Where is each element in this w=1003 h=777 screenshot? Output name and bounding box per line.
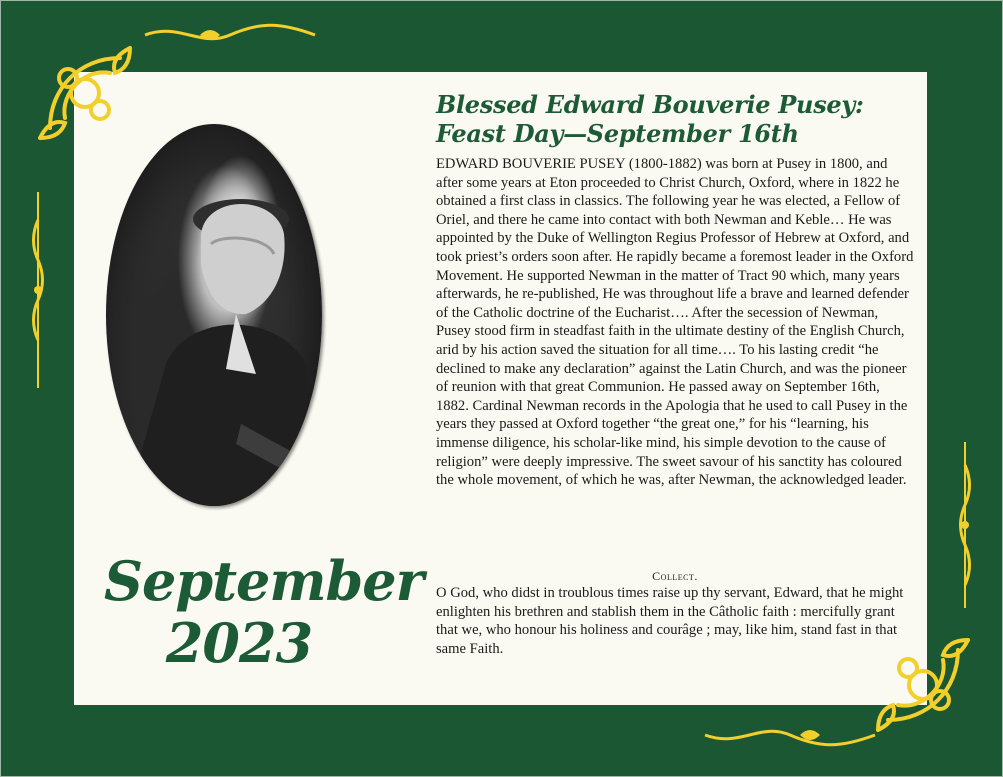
biography-text: EDWARD BOUVERIE PUSEY (1800-1882) was born at Pusey in 1800, and after some years at Eton proceeded to Christ Church, Oxford, where in 1822 he obtained a first class in classics. The following year he was elected, a Fellow of Oriel, and there he came into contact with both Newman and Keble… He was appointed by the Duke of Wellington Regius Professor of Hebrew at Oxford, and took priest’s orders soon after. He rapidly became a foremost leader in the Oxford Movement. He supported Newman in the matter of Tract 90 which, many years afterwards, he re-published, He was throughout life a brave and learned defender of the Catholic doctrine of the Eucharist…. After the secession of Newman, Pusey stood firm in steadfast faith in the ultimate destiny of the English Church, arid by his action saved the situation for all time…. To his lasting credit “he declined to make any declaration” against the Latin Church, and was the pioneer of reunion with that great Communion. He passed away on September 16th, 1882. Cardinal Newman records in the Apologia that he used to call Pusey in the years they passed at Oxford together “the great one,” for his “learning, his immense diligence, his scholar-like mind, his simple devotion to the cause of religion” were deeply impressive. The sweet savour of his sanctity has coloured the whole movement, of which he was, after Newman, the acknowledged leader.: [436, 156, 914, 489]
calendar-year: 2023: [165, 611, 313, 675]
feast-title-line2: Feast Day—September 16th: [436, 119, 799, 148]
left-side-flourish-icon: [28, 190, 48, 390]
calendar-month: September: [104, 549, 424, 613]
collect-heading: Collect.: [652, 569, 698, 583]
portrait-image: [106, 124, 322, 506]
feast-title: [436, 90, 906, 148]
bottom-flourish-icon: [700, 720, 880, 750]
right-side-flourish-icon: [955, 440, 975, 610]
feast-title-line1: Blessed Edward Bouverie Pusey:: [436, 90, 864, 119]
calendar-month-year: [104, 549, 424, 675]
top-flourish-icon: [140, 20, 320, 50]
content-panel: [74, 72, 927, 705]
collect-prayer-text: O God, who didst in troublous times raise up thy servant, Edward, that he might enlighten his brethren and stablish them in the Câtholic faith : mercifully grant that we, who honour his holiness and courâge ; may, like him, stand fast in that same Faith.: [436, 585, 904, 657]
